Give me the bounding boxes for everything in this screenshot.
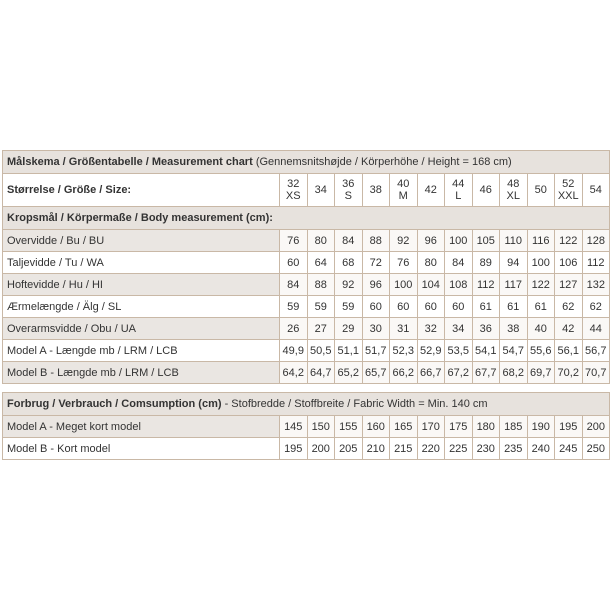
measurement-row: [3, 252, 610, 274]
value-cell: 60: [280, 252, 308, 274]
value-cell: 61: [500, 296, 528, 318]
value-cell: 116: [527, 230, 555, 252]
value-cell: 60: [445, 296, 473, 318]
size-label: Størrelse / Größe / Size:: [3, 174, 280, 207]
value-cell: 42: [555, 318, 583, 340]
row-label: Overarmsvidde / Obu / UA: [3, 318, 280, 340]
value-cell: 215: [390, 438, 418, 460]
value-cell: 108: [445, 274, 473, 296]
value-cell: 65,2: [335, 362, 363, 384]
value-cell: 175: [445, 416, 473, 438]
value-cell: 220: [417, 438, 445, 460]
measurement-row: [3, 318, 610, 340]
value-cell: 61: [472, 296, 500, 318]
value-cell: 88: [362, 230, 390, 252]
value-cell: 160: [362, 416, 390, 438]
size-cell: 34: [307, 174, 335, 207]
value-cell: 100: [527, 252, 555, 274]
value-cell: 96: [362, 274, 390, 296]
value-cell: 54,7: [500, 340, 528, 362]
size-cell: 40 M: [390, 174, 418, 207]
value-cell: 52,9: [417, 340, 445, 362]
value-cell: 88: [307, 274, 335, 296]
value-cell: 64,2: [280, 362, 308, 384]
value-cell: 54,1: [472, 340, 500, 362]
measurement-row: [3, 362, 610, 384]
row-label: Model A - Længde mb / LRM / LCB: [3, 340, 280, 362]
value-cell: 245: [555, 438, 583, 460]
value-cell: 65,7: [362, 362, 390, 384]
consumption-rows: [3, 416, 610, 460]
value-cell: 180: [472, 416, 500, 438]
consumption-title: [3, 393, 610, 416]
value-cell: 36: [472, 318, 500, 340]
consumption-table: [2, 392, 610, 460]
value-cell: 122: [527, 274, 555, 296]
row-label: Model B - Længde mb / LRM / LCB: [3, 362, 280, 384]
value-cell: 89: [472, 252, 500, 274]
measurement-row: [3, 296, 610, 318]
measurement-table: [2, 150, 610, 384]
value-cell: 64,7: [307, 362, 335, 384]
value-cell: 205: [335, 438, 363, 460]
value-cell: 117: [500, 274, 528, 296]
row-label: Hoftevidde / Hu / HI: [3, 274, 280, 296]
value-cell: 100: [445, 230, 473, 252]
value-cell: 68,2: [500, 362, 528, 384]
value-cell: 132: [582, 274, 610, 296]
value-cell: 105: [472, 230, 500, 252]
size-cell: 32 XS: [280, 174, 308, 207]
body-measurement-section-row: [3, 207, 610, 230]
value-cell: 52,3: [390, 340, 418, 362]
value-cell: 84: [335, 230, 363, 252]
value-cell: 67,2: [445, 362, 473, 384]
consumption-title-bold: Forbrug / Verbrauch / Comsumption (cm): [7, 398, 222, 410]
value-cell: 210: [362, 438, 390, 460]
value-cell: 92: [335, 274, 363, 296]
body-measurement-section: Kropsmål / Körpermaße / Body measurement (cm):: [3, 207, 610, 230]
value-cell: 51,1: [335, 340, 363, 362]
row-label: Model A - Meget kort model: [3, 416, 280, 438]
value-cell: 92: [390, 230, 418, 252]
consumption-row: [3, 416, 610, 438]
value-cell: 70,7: [582, 362, 610, 384]
value-cell: 240: [527, 438, 555, 460]
value-cell: 50,5: [307, 340, 335, 362]
value-cell: 66,7: [417, 362, 445, 384]
value-cell: 40: [527, 318, 555, 340]
value-cell: 155: [335, 416, 363, 438]
value-cell: 235: [500, 438, 528, 460]
value-cell: 49,9: [280, 340, 308, 362]
value-cell: 150: [307, 416, 335, 438]
value-cell: 195: [280, 438, 308, 460]
value-cell: 56,1: [555, 340, 583, 362]
value-cell: 96: [417, 230, 445, 252]
measurement-title-note: (Gennemsnitshøjde / Körperhöhe / Height = 168 cm): [252, 156, 512, 168]
measurement-row: [3, 230, 610, 252]
measurement-row: [3, 340, 610, 362]
value-cell: 60: [390, 296, 418, 318]
value-cell: 106: [555, 252, 583, 274]
size-cell: 50: [527, 174, 555, 207]
value-cell: 225: [445, 438, 473, 460]
value-cell: 53,5: [445, 340, 473, 362]
value-cell: 34: [445, 318, 473, 340]
value-cell: 60: [417, 296, 445, 318]
value-cell: 84: [280, 274, 308, 296]
row-label: Taljevidde / Tu / WA: [3, 252, 280, 274]
value-cell: 29: [335, 318, 363, 340]
value-cell: 66,2: [390, 362, 418, 384]
measurement-title: [3, 151, 610, 174]
value-cell: 76: [280, 230, 308, 252]
value-cell: 72: [362, 252, 390, 274]
value-cell: 59: [280, 296, 308, 318]
consumption-row: [3, 438, 610, 460]
value-cell: 67,7: [472, 362, 500, 384]
value-cell: 55,6: [527, 340, 555, 362]
value-cell: 51,7: [362, 340, 390, 362]
row-label: Overvidde / Bu / BU: [3, 230, 280, 252]
value-cell: 59: [335, 296, 363, 318]
value-cell: 185: [500, 416, 528, 438]
value-cell: 59: [307, 296, 335, 318]
value-cell: 100: [390, 274, 418, 296]
value-cell: 104: [417, 274, 445, 296]
value-cell: 195: [555, 416, 583, 438]
value-cell: 80: [417, 252, 445, 274]
value-cell: 76: [390, 252, 418, 274]
value-cell: 127: [555, 274, 583, 296]
value-cell: 31: [390, 318, 418, 340]
value-cell: 94: [500, 252, 528, 274]
value-cell: 110: [500, 230, 528, 252]
value-cell: 190: [527, 416, 555, 438]
value-cell: 230: [472, 438, 500, 460]
size-cell: 48 XL: [500, 174, 528, 207]
size-cell: 54: [582, 174, 610, 207]
value-cell: 44: [582, 318, 610, 340]
value-cell: 145: [280, 416, 308, 438]
value-cell: 62: [555, 296, 583, 318]
value-cell: 70,2: [555, 362, 583, 384]
size-cell: 36 S: [335, 174, 363, 207]
size-cell: 52 XXL: [555, 174, 583, 207]
value-cell: 250: [582, 438, 610, 460]
value-cell: 69,7: [527, 362, 555, 384]
measurement-title-bold: Målskema / Größentabelle / Measurement chart: [7, 156, 253, 168]
consumption-title-note: - Stofbredde / Stoffbreite / Fabric Width = Min. 140 cm: [221, 398, 488, 410]
value-cell: 122: [555, 230, 583, 252]
value-cell: 200: [582, 416, 610, 438]
measurement-row: [3, 274, 610, 296]
consumption-title-row: [3, 393, 610, 416]
row-label: Ærmelængde / Älg / SL: [3, 296, 280, 318]
value-cell: 62: [582, 296, 610, 318]
value-cell: 38: [500, 318, 528, 340]
value-cell: 27: [307, 318, 335, 340]
value-cell: 128: [582, 230, 610, 252]
size-cell: 38: [362, 174, 390, 207]
value-cell: 170: [417, 416, 445, 438]
row-label: Model B - Kort model: [3, 438, 280, 460]
size-row: [3, 174, 610, 207]
value-cell: 112: [472, 274, 500, 296]
value-cell: 80: [307, 230, 335, 252]
value-cell: 32: [417, 318, 445, 340]
value-cell: 56,7: [582, 340, 610, 362]
value-cell: 68: [335, 252, 363, 274]
value-cell: 60: [362, 296, 390, 318]
measurement-rows: [3, 230, 610, 384]
value-cell: 26: [280, 318, 308, 340]
value-cell: 64: [307, 252, 335, 274]
measurement-title-row: [3, 151, 610, 174]
size-cell: 44 L: [445, 174, 473, 207]
size-cell: 46: [472, 174, 500, 207]
value-cell: 165: [390, 416, 418, 438]
size-cell: 42: [417, 174, 445, 207]
value-cell: 61: [527, 296, 555, 318]
value-cell: 84: [445, 252, 473, 274]
value-cell: 30: [362, 318, 390, 340]
value-cell: 112: [582, 252, 610, 274]
value-cell: 200: [307, 438, 335, 460]
